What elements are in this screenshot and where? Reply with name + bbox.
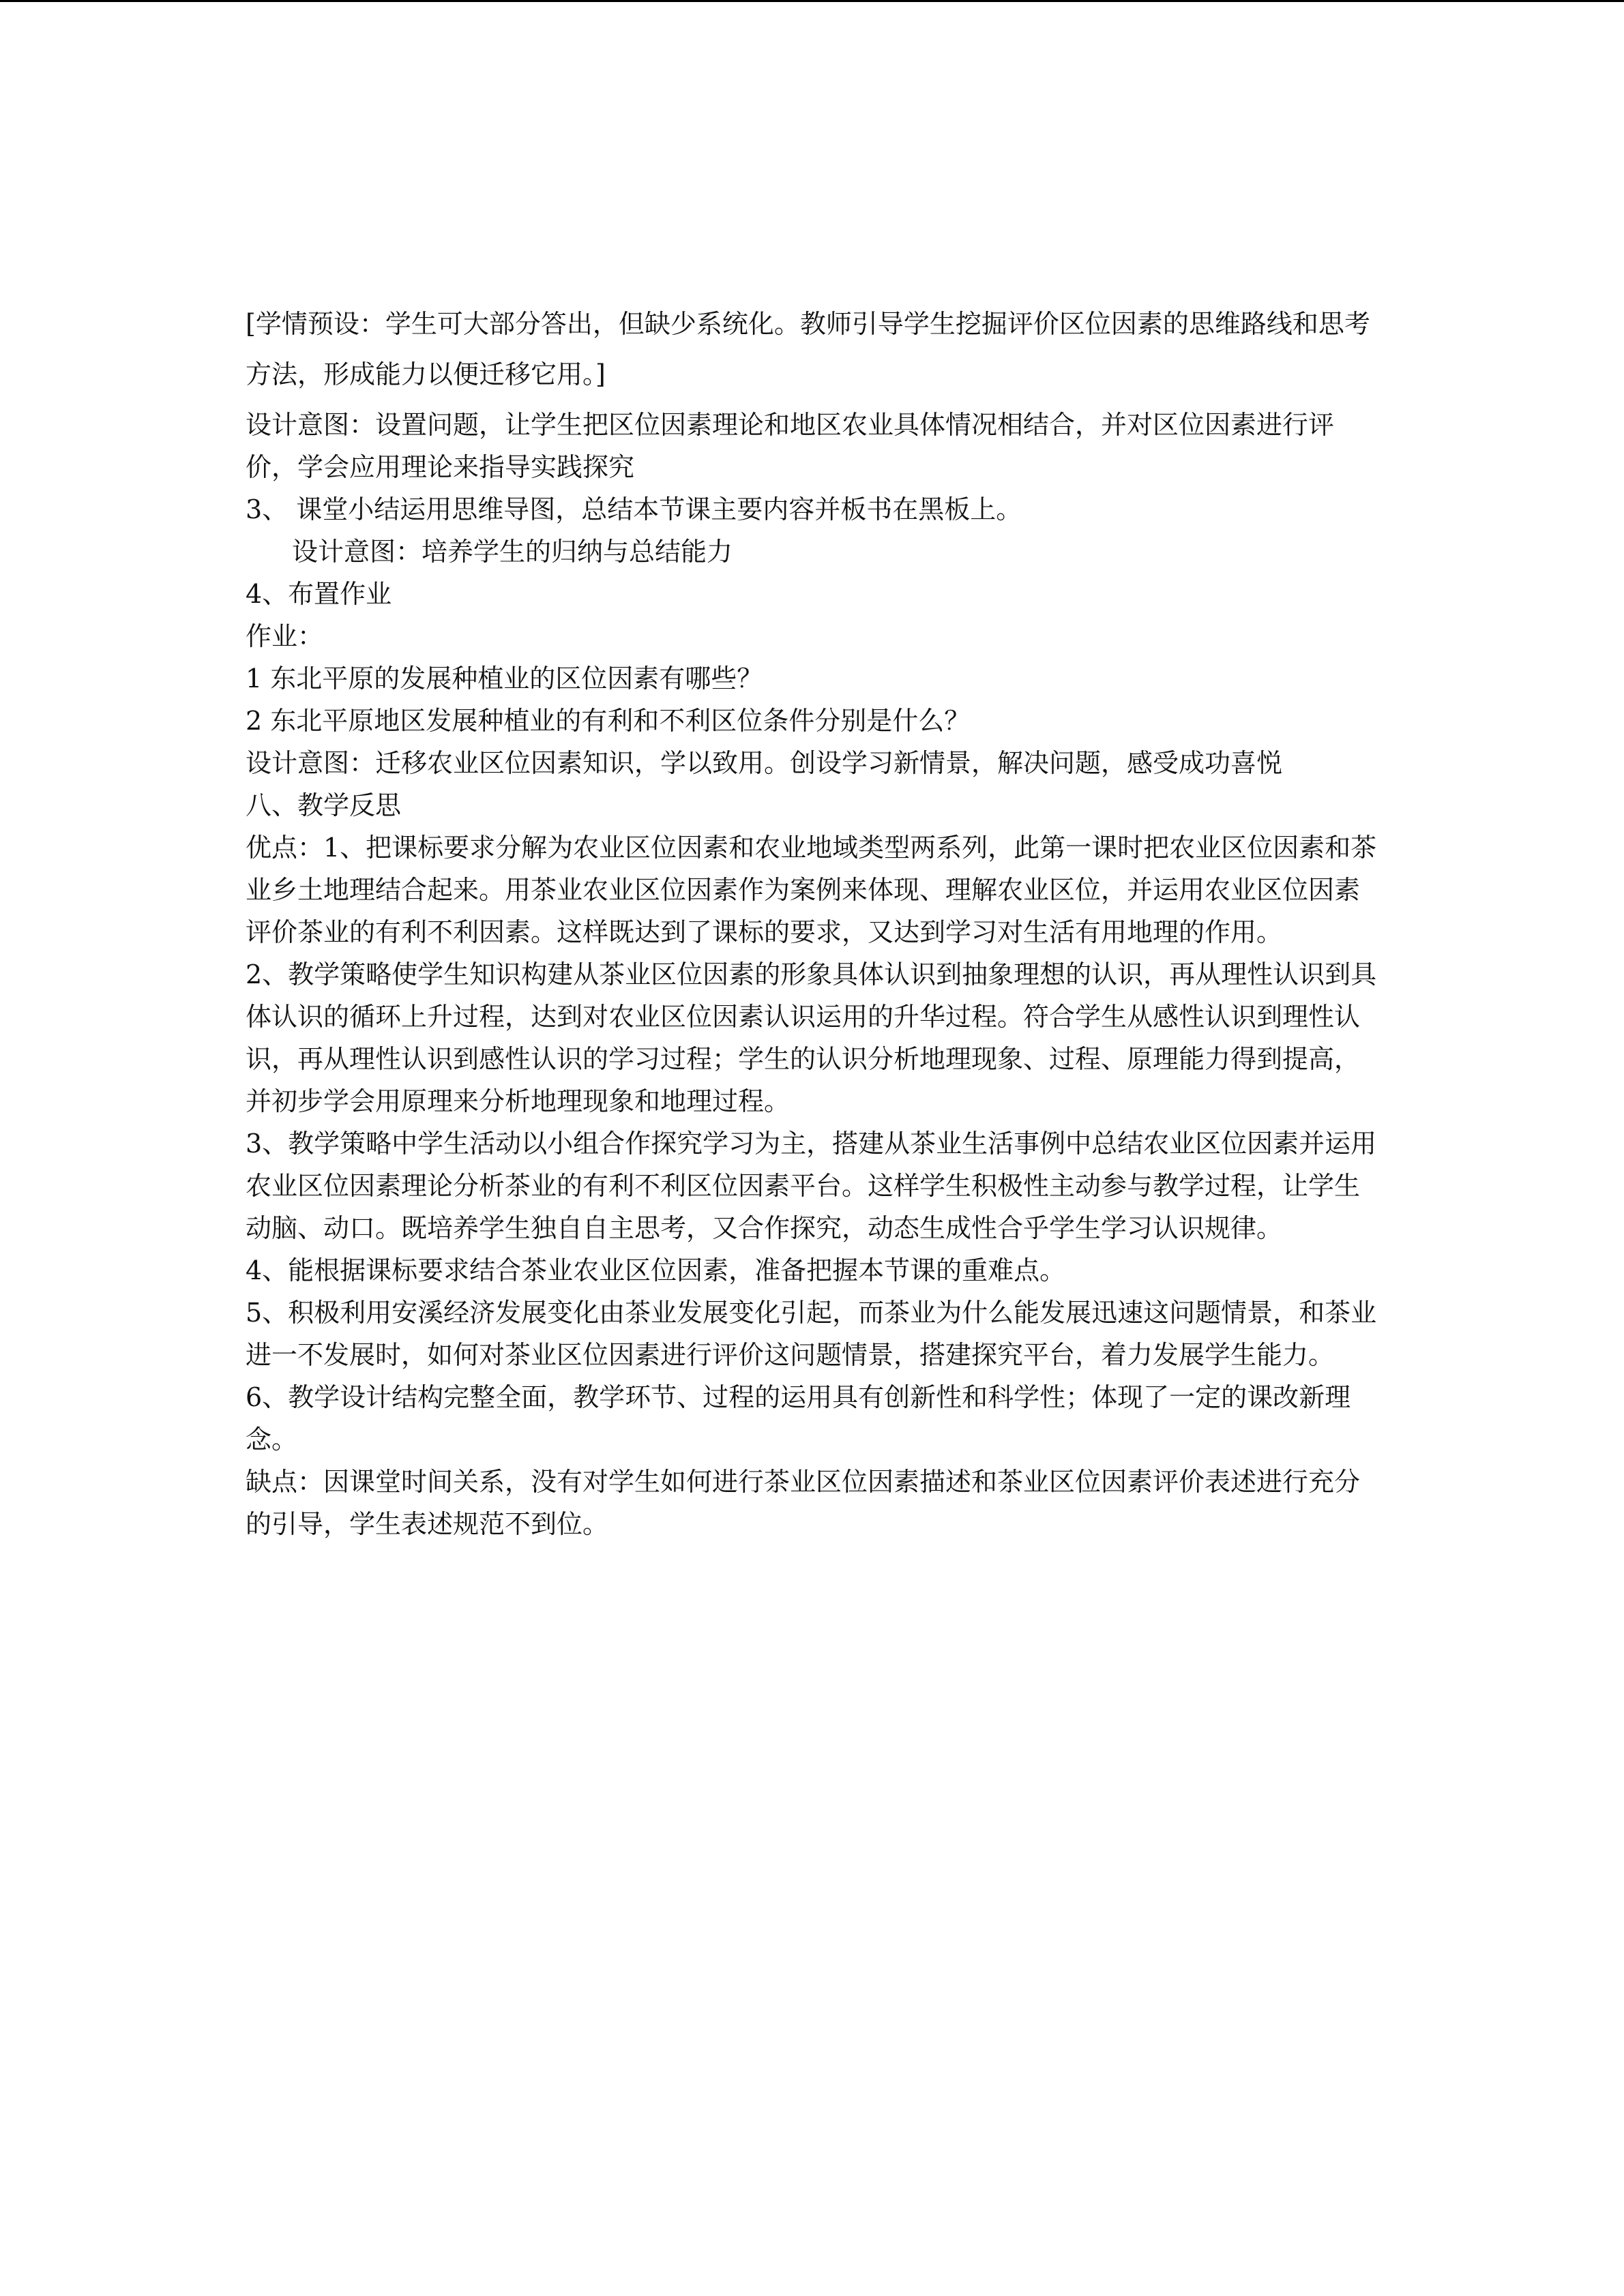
design-intent-homework-paragraph: 设计意图：迁移农业区位因素知识，学以致用。创设学习新情景，解决问题，感受成功喜悦 bbox=[246, 748, 1283, 778]
strengths-point-2: 2、教学策略使学生知识构建从茶业区位因素的形象具体认识到抽象理想的认识，再从理性认识到具体认识的循环上升过程，达到对农业区位因素认识运用的升华过程。符合学生从感性认识到理性认识，再从理性认识到感性认识的学习过程；学生的认识分析地理现象、过程、原理能力得到提高，并初步学会用原理来分析地理现象和地理过程。 bbox=[246, 959, 1377, 1116]
homework-question-2: 2 东北平原地区发展种植业的有利和不利区位条件分别是什么？ bbox=[246, 706, 971, 736]
strengths-point-3: 3、教学策略中学生活动以小组合作探究学习为主，搭建从茶业生活事例中总结农业区位因素并运用农业区位因素理论分析茶业的有利不利区位因素平台。这样学生积极性主动参与教学过程，让学生动脑、动口。既培养学生独自自主思考，又合作探究，动态生成性合乎学生学习认识规律。 bbox=[246, 1129, 1377, 1243]
document-body bbox=[246, 299, 1379, 1545]
class-summary-paragraph: 3、 课堂小结运用思维导图，总结本节课主要内容并板书在黑板上。 bbox=[246, 494, 1022, 524]
strengths-point-5: 5、积极利用安溪经济发展变化由茶业发展变化引起，而茶业为什么能发展迅速这问题情景，和茶业进一不发展时，如何对茶业区位因素进行评价这问题情景，搭建探究平台，着力发展学生能力。 bbox=[246, 1298, 1377, 1370]
homework-heading: 4、布置作业 bbox=[246, 579, 392, 609]
design-intent-summary-paragraph: 设计意图：培养学生的归纳与总结能力 bbox=[292, 537, 733, 567]
reflection-heading: 八、教学反思 bbox=[246, 790, 402, 820]
weaknesses-paragraph: 缺点：因课堂时间关系，没有对学生如何进行茶业区位因素描述和茶业区位因素评价表述进行充分的引导，学生表述规范不到位。 bbox=[246, 1467, 1361, 1539]
strengths-point-1: 优点：1、把课标要求分解为农业区位因素和农业地域类型两系列，此第一课时把农业区位因素和茶业乡土地理结合起来。用茶业农业区位因素作为案例来体现、理解农业区位，并运用农业区位因素评价茶业的有利不利因素。这样既达到了课标的要求，又达到学习对生活有用地理的作用。 bbox=[246, 833, 1377, 947]
design-intent-paragraph: 设计意图：设置问题，让学生把区位因素理论和地区农业具体情况相结合，并对区位因素进行评价，学会应用理论来指导实践探究 bbox=[246, 410, 1335, 482]
page-top-border bbox=[0, 0, 1624, 2]
strengths-point-6: 6、教学设计结构完整全面，教学环节、过程的运用具有创新性和科学性；体现了一定的课改新理念。 bbox=[246, 1382, 1351, 1455]
learning-presupposition-paragraph: [学情预设：学生可大部分答出，但缺少系统化。教师引导学生挖掘评价区位因素的思维路线和思考方法，形成能力以便迁移它用。] bbox=[246, 309, 1370, 389]
strengths-point-4: 4、能根据课标要求结合茶业农业区位因素，准备把握本节课的重难点。 bbox=[246, 1255, 1066, 1285]
homework-label: 作业： bbox=[246, 621, 324, 651]
homework-question-1: 1 东北平原的发展种植业的区位因素有哪些？ bbox=[246, 664, 763, 694]
